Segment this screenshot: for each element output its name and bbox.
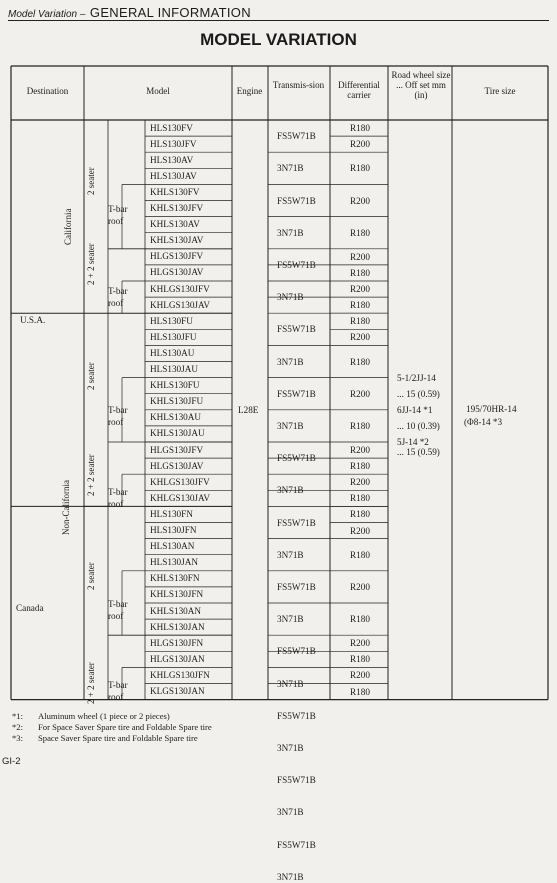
differential-cell: R200	[350, 638, 370, 649]
transmission-cell: 3N71B	[277, 163, 304, 174]
model-cell: KHLS130JFU	[150, 396, 204, 407]
road-wheel-line-2: ... 15 (0.59)	[397, 389, 440, 399]
model-cell: KHLS130JAU	[150, 428, 205, 439]
model-cell: HLS130JAV	[150, 170, 197, 181]
model-cell: KHLGS130JAV	[150, 299, 211, 310]
transmission-cell: 3N71B	[277, 485, 304, 496]
differential-cell: R200	[350, 388, 370, 399]
differential-cell: R180	[350, 163, 370, 174]
seater-label-1: 2 seater	[86, 167, 96, 195]
differential-cell: R200	[350, 525, 370, 536]
header-tire-size: Tire size	[484, 86, 516, 96]
model-cell: HLGS130JFV	[150, 251, 204, 262]
tbar-roof-label-2: T-bar roof	[108, 286, 128, 308]
model-cell: HLGS130JAV	[150, 267, 204, 278]
model-cell: HLS130AV	[150, 154, 194, 165]
page-title: MODEL VARIATION	[200, 30, 357, 49]
road-wheel-line-5: 5J-14 *2	[397, 437, 429, 447]
seater-label-6: 2 + 2 seater	[86, 662, 96, 704]
destination-canada: Canada	[16, 603, 44, 613]
header-destination: Destination	[26, 86, 69, 96]
differential-cell: R200	[350, 670, 370, 681]
differential-cell: R180	[350, 356, 370, 367]
road-wheel-line-4: ... 10 (0.39)	[397, 421, 440, 431]
section-title: GENERAL INFORMATION	[89, 5, 251, 20]
differential-cell: R180	[350, 686, 370, 697]
model-cell: KHLS130AU	[150, 412, 202, 423]
transmission-cell: FS5W71B	[277, 259, 316, 270]
model-cell: KHLS130AN	[150, 605, 202, 616]
model-cell: HLS130FU	[150, 315, 193, 326]
model-cell: KHLGS130JFV	[150, 476, 210, 487]
model-cell: KHLS130FV	[150, 186, 200, 197]
model-cell: HLGS130JAN	[150, 653, 205, 664]
header-model: Model	[146, 86, 170, 96]
transmission-cell: FS5W71B	[277, 131, 316, 142]
header-engine: Engine	[236, 86, 263, 96]
transmission-cell: 3N71B	[277, 807, 304, 818]
differential-cell: R180	[350, 123, 370, 134]
model-cell: KHLGS130JAV	[150, 492, 211, 503]
differential-cell: R180	[350, 461, 370, 472]
model-cell: KHLGS130JFV	[150, 283, 210, 294]
model-cell: HLS130JAU	[150, 364, 198, 374]
differential-cell: R200	[350, 445, 370, 456]
model-cell: HLS130AU	[150, 347, 195, 358]
transmission-cell: 3N71B	[277, 420, 304, 431]
model-cell: KHLS130FU	[150, 380, 200, 391]
differential-cell: R180	[350, 509, 370, 520]
tbar-roof-label-3: T-bar roof	[108, 405, 128, 427]
destination-usa: U.S.A.	[20, 315, 46, 325]
model-cell: KHLS130JAN	[150, 621, 205, 632]
differential-cell: R200	[350, 139, 370, 150]
transmission-cell: 3N71B	[277, 356, 304, 367]
differential-cell: R180	[350, 549, 370, 560]
seater-label-4: 2 + 2 seater	[86, 454, 96, 496]
differential-cell: R180	[350, 614, 370, 625]
transmission-cell: 3N71B	[277, 614, 304, 625]
transmission-cell: FS5W71B	[277, 775, 316, 786]
transmission-cell: 3N71B	[277, 227, 304, 238]
differential-cell: R200	[350, 332, 370, 343]
differential-cell: R180	[350, 227, 370, 238]
model-cell: KHLS130JFV	[150, 203, 204, 213]
footnote: *1: Aluminum wheel (1 piece or 2 pieces)	[12, 711, 170, 721]
transmission-cell: FS5W71B	[277, 195, 316, 206]
model-cell: KHLGS130JFN	[150, 669, 210, 680]
footnote: *2: For Space Saver Spare tire and Foldable Spare tire	[12, 722, 212, 732]
differential-cell: R200	[350, 251, 370, 262]
model-cell: HLS130JFN	[150, 525, 197, 535]
road-wheel-line-6: ... 15 (0.59)	[397, 447, 440, 457]
model-cell: HLS130JAN	[150, 557, 198, 568]
model-cell: HLS130FN	[150, 508, 193, 519]
transmission-cell: 3N71B	[277, 742, 304, 753]
engine-value: L28E	[238, 405, 259, 415]
model-cell: HLGS130JFV	[150, 444, 204, 455]
seater-label-3: 2 seater	[86, 362, 96, 390]
model-cell: KLGS130JAN	[150, 686, 205, 696]
page-number: GI-2	[2, 756, 21, 767]
model-cell: HLGS130JAV	[150, 460, 204, 471]
differential-cell: R180	[350, 267, 370, 278]
tire-size-line-1: 195/70HR-14	[466, 404, 517, 414]
transmission-cell: FS5W71B	[277, 324, 316, 335]
differential-cell: R180	[350, 654, 370, 665]
seater-label-2: 2 + 2 seater	[86, 243, 96, 285]
transmission-cell: 3N71B	[277, 871, 304, 882]
region-california: California	[63, 208, 73, 245]
road-wheel-line-1: 5-1/2JJ-14	[397, 373, 436, 383]
header-differential: Differential carrier	[338, 80, 380, 100]
section-prefix: Model Variation –	[8, 9, 86, 20]
model-cell: HLS130FV	[150, 122, 193, 133]
model-cell: HLS130JFU	[150, 331, 197, 342]
differential-cell: R180	[350, 316, 370, 327]
region-non-california: Non-California	[61, 480, 71, 535]
transmission-cell: FS5W71B	[277, 581, 316, 592]
model-cell: KHLS130FN	[150, 573, 200, 584]
tbar-roof-label-6: T-bar roof	[108, 680, 128, 702]
header-road-wheel: Road wheel size ... Off set mm (in)	[391, 70, 451, 100]
transmission-cell: FS5W71B	[277, 839, 316, 850]
seater-label-5: 2 seater	[86, 562, 96, 590]
differential-cell: R180	[350, 300, 370, 311]
model-cell: HLS130JFV	[150, 138, 197, 149]
tire-size-line-2: (Φ8-14 *3	[464, 417, 503, 427]
transmission-cell: FS5W71B	[277, 646, 316, 657]
transmission-cell: FS5W71B	[277, 710, 316, 721]
tbar-roof-label-1: T-bar roof	[108, 204, 128, 226]
model-cell: HLGS130JFN	[150, 637, 204, 648]
transmission-cell: FS5W71B	[277, 517, 316, 528]
differential-cell: R200	[350, 477, 370, 488]
model-cell: KHLS130JAV	[150, 235, 204, 246]
footnote: *3: Space Saver Spare tire and Foldable Spare tire	[12, 733, 198, 743]
model-cell: HLS130AN	[150, 541, 195, 552]
transmission-cell: FS5W71B	[277, 453, 316, 464]
header-transmission: Transmis-sion	[272, 80, 325, 90]
tbar-roof-label-4: T-bar roof	[108, 487, 128, 509]
footnotes	[12, 711, 212, 744]
differential-cell: R180	[350, 493, 370, 504]
differential-cell: R180	[350, 420, 370, 431]
road-wheel-line-3: 6JJ-14 *1	[397, 405, 433, 415]
tbar-roof-label-5: T-bar roof	[108, 599, 128, 621]
transmission-cell: FS5W71B	[277, 388, 316, 399]
differential-cell: R200	[350, 284, 370, 295]
transmission-cell: 3N71B	[277, 678, 304, 689]
differential-cell: R200	[350, 581, 370, 592]
transmission-cell: 3N71B	[277, 549, 304, 560]
differential-cell: R200	[350, 195, 370, 206]
transmission-cell: 3N71B	[277, 292, 304, 303]
model-cell: KHLS130AV	[150, 219, 200, 230]
model-cell: KHLS130JFN	[150, 589, 204, 600]
